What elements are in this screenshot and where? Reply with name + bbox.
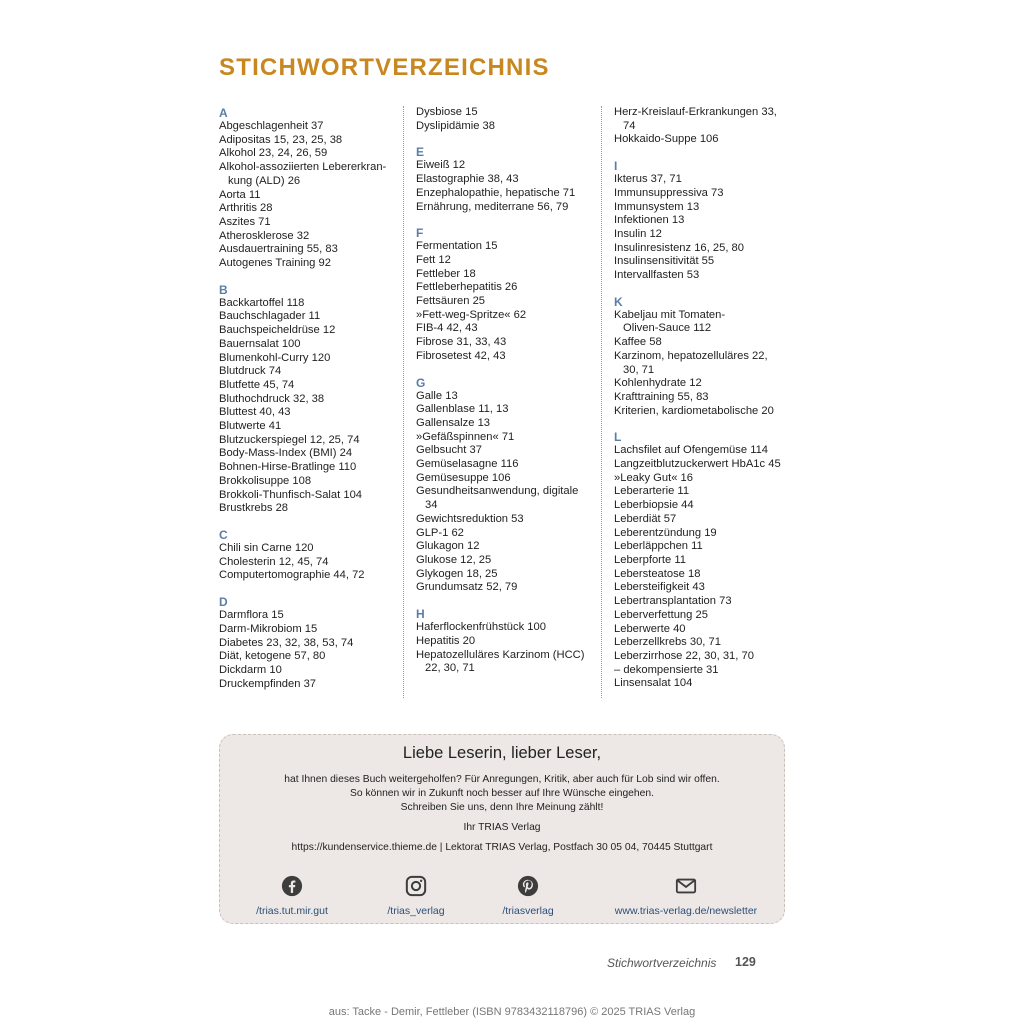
- index-group: [614, 430, 792, 691]
- index-entry: Gesundheitsanwendung, digitale 34: [416, 485, 579, 512]
- index-entry: Infektionen 13: [614, 214, 685, 227]
- index-group: [614, 295, 792, 419]
- social-newsletter[interactable]: [608, 875, 764, 919]
- index-entry: Leberläppchen 11: [614, 540, 703, 553]
- index-entry: »Gefäßspinnen« 71: [416, 430, 515, 443]
- index-letter-heading: G: [416, 375, 426, 390]
- index-entry: Leberwerte 40: [614, 622, 686, 635]
- page-title: STICHWORTVERZEICHNIS: [219, 54, 550, 81]
- social-instagram[interactable]: [380, 875, 452, 919]
- index-entry: Dickdarm 10: [219, 663, 282, 676]
- index-entry: Bauernsalat 100: [219, 337, 301, 350]
- index-entry: Lebertransplantation 73: [614, 595, 732, 608]
- index-entry: Kohlenhydrate 12: [614, 377, 702, 390]
- index-entry: Gelbsucht 37: [416, 444, 482, 457]
- social-label: /trias.tut.mir.gut: [256, 905, 328, 917]
- index-entry: Karzinom, hepatozelluläres 22, 30, 71: [614, 349, 768, 376]
- facebook-icon: [281, 875, 303, 897]
- index-entry: Ernährung, mediterrane 56, 79: [416, 200, 569, 213]
- index-entry: Brokkolisuppe 108: [219, 474, 312, 487]
- index-group: [219, 106, 391, 271]
- index-entry: Intervallfasten 53: [614, 269, 700, 282]
- index-group: [614, 159, 792, 283]
- index-letter-heading: D: [219, 595, 228, 610]
- index-entry: »Fett-weg-Spritze« 62: [416, 308, 527, 321]
- index-entry: Adipositas 15, 23, 25, 38: [219, 133, 343, 146]
- index-entry: Fett 12: [416, 253, 451, 266]
- index-entry: Bauchschlagader 11: [219, 310, 321, 323]
- index-letter-heading: I: [614, 159, 618, 174]
- index-entry: Glykogen 18, 25: [416, 567, 498, 580]
- index-group: [219, 595, 391, 691]
- index-entry: Gallensalze 13: [416, 416, 491, 429]
- index-entry: Fibrosetest 42, 43: [416, 349, 506, 362]
- source-credit: aus: Tacke - Demir, Fettleber (ISBN 9783432118796) © 2025 TRIAS Verlag: [328, 1006, 696, 1018]
- index-group: [416, 607, 591, 676]
- mail-icon: [675, 875, 697, 897]
- index-entry: Ausdauertraining 55, 83: [219, 243, 338, 256]
- index-entry: Leberdiät 57: [614, 512, 677, 525]
- index-entry: Ikterus 37, 71: [614, 173, 682, 186]
- index-group: [416, 376, 591, 596]
- box-heading: Liebe Leserin, lieber Leser,: [402, 744, 602, 762]
- index-entry: Diät, ketogene 57, 80: [219, 650, 326, 663]
- index-entry: Dyslipidämie 38: [416, 119, 495, 132]
- social-label: /trias_verlag: [387, 905, 445, 917]
- index-entry: Insulinresistenz 16, 25, 80: [614, 241, 744, 254]
- index-entry: Atherosklerose 32: [219, 229, 310, 242]
- box-text-line: Schreiben Sie uns, denn Ihre Meinung zählt!: [400, 802, 604, 813]
- index-entry: GLP-1 62: [416, 526, 464, 539]
- index-letter-heading: C: [219, 527, 228, 542]
- index-entry: FIB-4 42, 43: [416, 322, 478, 335]
- index-column-3: [614, 106, 792, 691]
- index-entry: Hepatozelluläres Karzinom (HCC) 22, 30, 71: [416, 648, 585, 675]
- index-entry: Glukagon 12: [416, 540, 480, 553]
- index-entry: Diabetes 23, 32, 38, 53, 74: [219, 636, 354, 649]
- index-group: [219, 528, 391, 583]
- index-entry: Galle 13: [416, 389, 458, 402]
- index-entry: Langzeitblutzuckerwert HbA1c 45: [614, 458, 781, 471]
- index-entry: »Leaky Gut« 16: [614, 471, 693, 484]
- index-entry: Dysbiose 15: [416, 106, 478, 118]
- index-entry: Bluttest 40, 43: [219, 406, 291, 419]
- index-letter-heading: H: [416, 607, 425, 622]
- index-entry: Backkartoffel 118: [219, 296, 305, 309]
- index-entry: Fermentation 15: [416, 240, 498, 253]
- social-facebook[interactable]: [252, 875, 332, 919]
- index-group: [416, 106, 591, 133]
- index-entry: Hokkaido-Suppe 106: [614, 133, 719, 146]
- index-entry: Darm-Mikrobiom 15: [219, 622, 318, 635]
- index-group: [416, 145, 591, 214]
- index-entry: Gewichtsreduktion 53: [416, 512, 524, 525]
- index-entry: Hepatitis 20: [416, 634, 476, 647]
- index-entry: Aorta 11: [219, 188, 261, 201]
- column-separator: [403, 106, 404, 698]
- index-entry: Blutzuckerspiegel 12, 25, 74: [219, 433, 360, 446]
- index-entry: Fettleber 18: [416, 267, 476, 280]
- index-entry: – dekompensierte 31: [614, 663, 719, 676]
- index-entry: Immunsystem 13: [614, 200, 700, 213]
- index-entry: Herz-Kreislauf-Erkrankungen 33, 74: [614, 106, 777, 132]
- index-letter-heading: E: [416, 145, 425, 160]
- index-entry: Kriterien, kardiometabolische 20: [614, 404, 774, 417]
- index-entry: Brustkrebs 28: [219, 502, 289, 515]
- index-entry: Blutfette 45, 74: [219, 378, 295, 391]
- index-entry: Autogenes Training 92: [219, 257, 331, 270]
- index-group: [416, 226, 591, 363]
- index-entry: Blutwerte 41: [219, 420, 282, 433]
- instagram-icon: [405, 875, 427, 897]
- index-entry: Leberzirrhose 22, 30, 31, 70: [614, 649, 754, 662]
- index-entry: Darmflora 15: [219, 609, 284, 622]
- index-entry: Eiweiß 12: [416, 159, 466, 172]
- footer-section-name: Stichwortverzeichnis: [607, 956, 717, 970]
- index-entry: Insulin 12: [614, 227, 662, 240]
- index-entry: Glukose 12, 25: [416, 553, 492, 566]
- index-entry: Grundumsatz 52, 79: [416, 581, 518, 594]
- index-letter-heading: F: [416, 226, 424, 241]
- index-group: [614, 106, 792, 147]
- index-entry: Immunsuppressiva 73: [614, 186, 724, 199]
- index-entry: Alkohol-assoziierten Lebererkran- kung (ALD) 26: [219, 161, 387, 187]
- box-text-line: So können wir in Zukunft noch besser auf Ihre Wünsche eingehen.: [350, 788, 654, 799]
- index-entry: Insulinsensitivität 55: [614, 255, 715, 268]
- index-letter-heading: A: [219, 106, 228, 120]
- index-entry: Body-Mass-Index (BMI) 24: [219, 447, 353, 460]
- column-separator: [601, 106, 602, 698]
- index-entry: Chili sin Carne 120: [219, 541, 314, 554]
- index-entry: Enzephalopathie, hepatische 71: [416, 186, 576, 199]
- index-entry: Leberentzündung 19: [614, 526, 717, 539]
- index-entry: Haferflockenfrühstück 100: [416, 621, 546, 634]
- index-entry: Kabeljau mit Tomaten- Oliven-Sauce 112: [614, 308, 726, 335]
- social-label: /triasverlag: [502, 905, 554, 917]
- index-entry: Lebersteifigkeit 43: [614, 581, 705, 594]
- box-signature: Ihr TRIAS Verlag: [463, 822, 541, 833]
- index-entry: Computertomographie 44, 72: [219, 569, 365, 582]
- index-entry: Fibrose 31, 33, 43: [416, 336, 507, 349]
- page-number: 129: [735, 955, 756, 969]
- index-entry: Leberzellkrebs 30, 71: [614, 636, 721, 649]
- index-entry: Fettsäuren 25: [416, 295, 486, 308]
- index-column-1: [219, 106, 391, 691]
- index-entry: Cholesterin 12, 45, 74: [219, 555, 329, 568]
- index-entry: Kaffee 58: [614, 336, 662, 349]
- index-entry: Gallenblase 11, 13: [416, 403, 509, 416]
- box-text-line: hat Ihnen dieses Buch weitergeholfen? Für Anregungen, Kritik, aber auch für Lob sind wir offen.: [284, 774, 720, 785]
- index-entry: Linsensalat 104: [614, 677, 693, 690]
- index-entry: Krafttraining 55, 83: [614, 390, 709, 403]
- index-entry: Elastographie 38, 43: [416, 173, 519, 186]
- pinterest-icon: [517, 875, 539, 897]
- index-entry: Arthritis 28: [219, 202, 273, 215]
- index-entry: Blutdruck 74: [219, 365, 282, 378]
- index-entry: Blumenkohl-Curry 120: [219, 351, 331, 364]
- reader-message-box: [219, 734, 785, 924]
- index-entry: Bauchspeicheldrüse 12: [219, 324, 336, 337]
- index-letter-heading: L: [614, 430, 622, 445]
- index-entry: Fettleberhepatitis 26: [416, 281, 518, 294]
- index-letter-heading: B: [219, 282, 228, 297]
- index-entry: Lachsfilet auf Ofengemüse 114: [614, 444, 769, 457]
- index-entry: Bohnen-Hirse-Bratlinge 110: [219, 461, 357, 474]
- index-entry: Leberpforte 11: [614, 553, 686, 566]
- index-entry: Brokkoli-Thunfisch-Salat 104: [219, 488, 363, 501]
- index-letter-heading: K: [614, 294, 623, 309]
- index-group: [219, 283, 391, 516]
- index-column-2: [416, 106, 591, 676]
- index-entry: Gemüselasagne 116: [416, 458, 519, 471]
- box-contact: https://kundenservice.thieme.de | Lektorat TRIAS Verlag, Postfach 30 05 04, 70445 Stuttgart: [291, 842, 713, 853]
- index-entry: Lebersteatose 18: [614, 567, 701, 580]
- social-label: www.trias-verlag.de/newsletter: [614, 905, 758, 917]
- index-entry: Abgeschlagenheit 37: [219, 120, 324, 132]
- index-entry: Druckempfinden 37: [219, 677, 317, 690]
- index-entry: Gemüsesuppe 106: [416, 471, 511, 484]
- index-entry: Bluthochdruck 32, 38: [219, 392, 325, 405]
- index-entry: Leberarterie 11: [614, 485, 690, 498]
- index-entry: Leberbiopsie 44: [614, 499, 694, 512]
- social-pinterest[interactable]: [496, 875, 560, 919]
- index-entry: Aszites 71: [219, 215, 271, 228]
- index-entry: Alkohol 23, 24, 26, 59: [219, 147, 328, 160]
- index-entry: Leberverfettung 25: [614, 608, 708, 621]
